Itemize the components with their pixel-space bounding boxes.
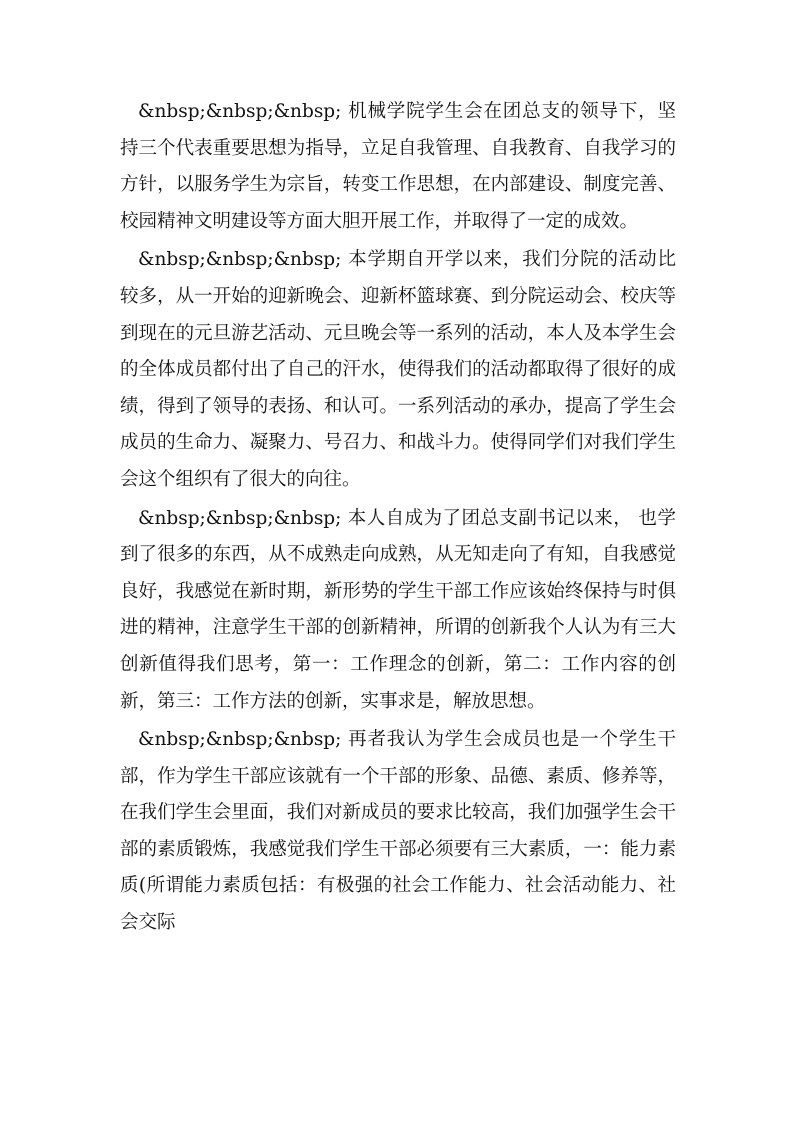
paragraph: &nbsp;&nbsp;&nbsp; 本学期自开学以来，我们分院的活动比较多，从一开始的迎新晚会、迎新杯篮球赛、到分院运动会、校庆等到现在的元旦游艺活动、元旦晚会等一系列的活动，本人及本学生会的全体成员都付出了自己的汗水，使得我们的活动都取得了很好的成绩，得到了领导的表扬、和认可。一系列活动的承办，提高了学生会成员的生命力、凝聚力、号召力、和战斗力。使得同学们对我们学生会这个组织有了很大的向往。 (120, 249, 676, 490)
paragraph: &nbsp;&nbsp;&nbsp; 再者我认为学生会成员也是一个学生干部，作为学生干部应该就有一个干部的形象、品德、素质、修养等，在我们学生会里面，我们对新成员的要求比较高，我们加强学生会干部的素质锻炼，我感觉我们学生干部必须要有三大素质，一：能力素质(所谓能力素质包括：有极强的社会工作能力、社会活动能力、社会交际 (120, 729, 676, 934)
document-body (120, 94, 676, 944)
paragraph: &nbsp;&nbsp;&nbsp; 本人自成为了团总支副书记以来， 也学到了很多的东西，从不成熟走向成熟，从无知走向了有知，自我感觉良好，我感觉在新时期，新形势的学生干部工作应该始终保持与时俱进的精神，注意学生干部的创新精神，所谓的创新我个人认为有三大创新值得我们思考，第一：工作理念的创新，第二：工作内容的创新，第三：工作方法的创新，实事求是，解放思想。 (120, 507, 676, 712)
paragraph: &nbsp;&nbsp;&nbsp; 机械学院学生会在团总支的领导下，坚持三个代表重要思想为指导，立足自我管理、自我教育、自我学习的方针，以服务学生为宗旨，转变工作思想，在内部建设、制度完善、校园精神文明建设等方面大胆开展工作，并取得了一定的成效。 (120, 101, 676, 232)
